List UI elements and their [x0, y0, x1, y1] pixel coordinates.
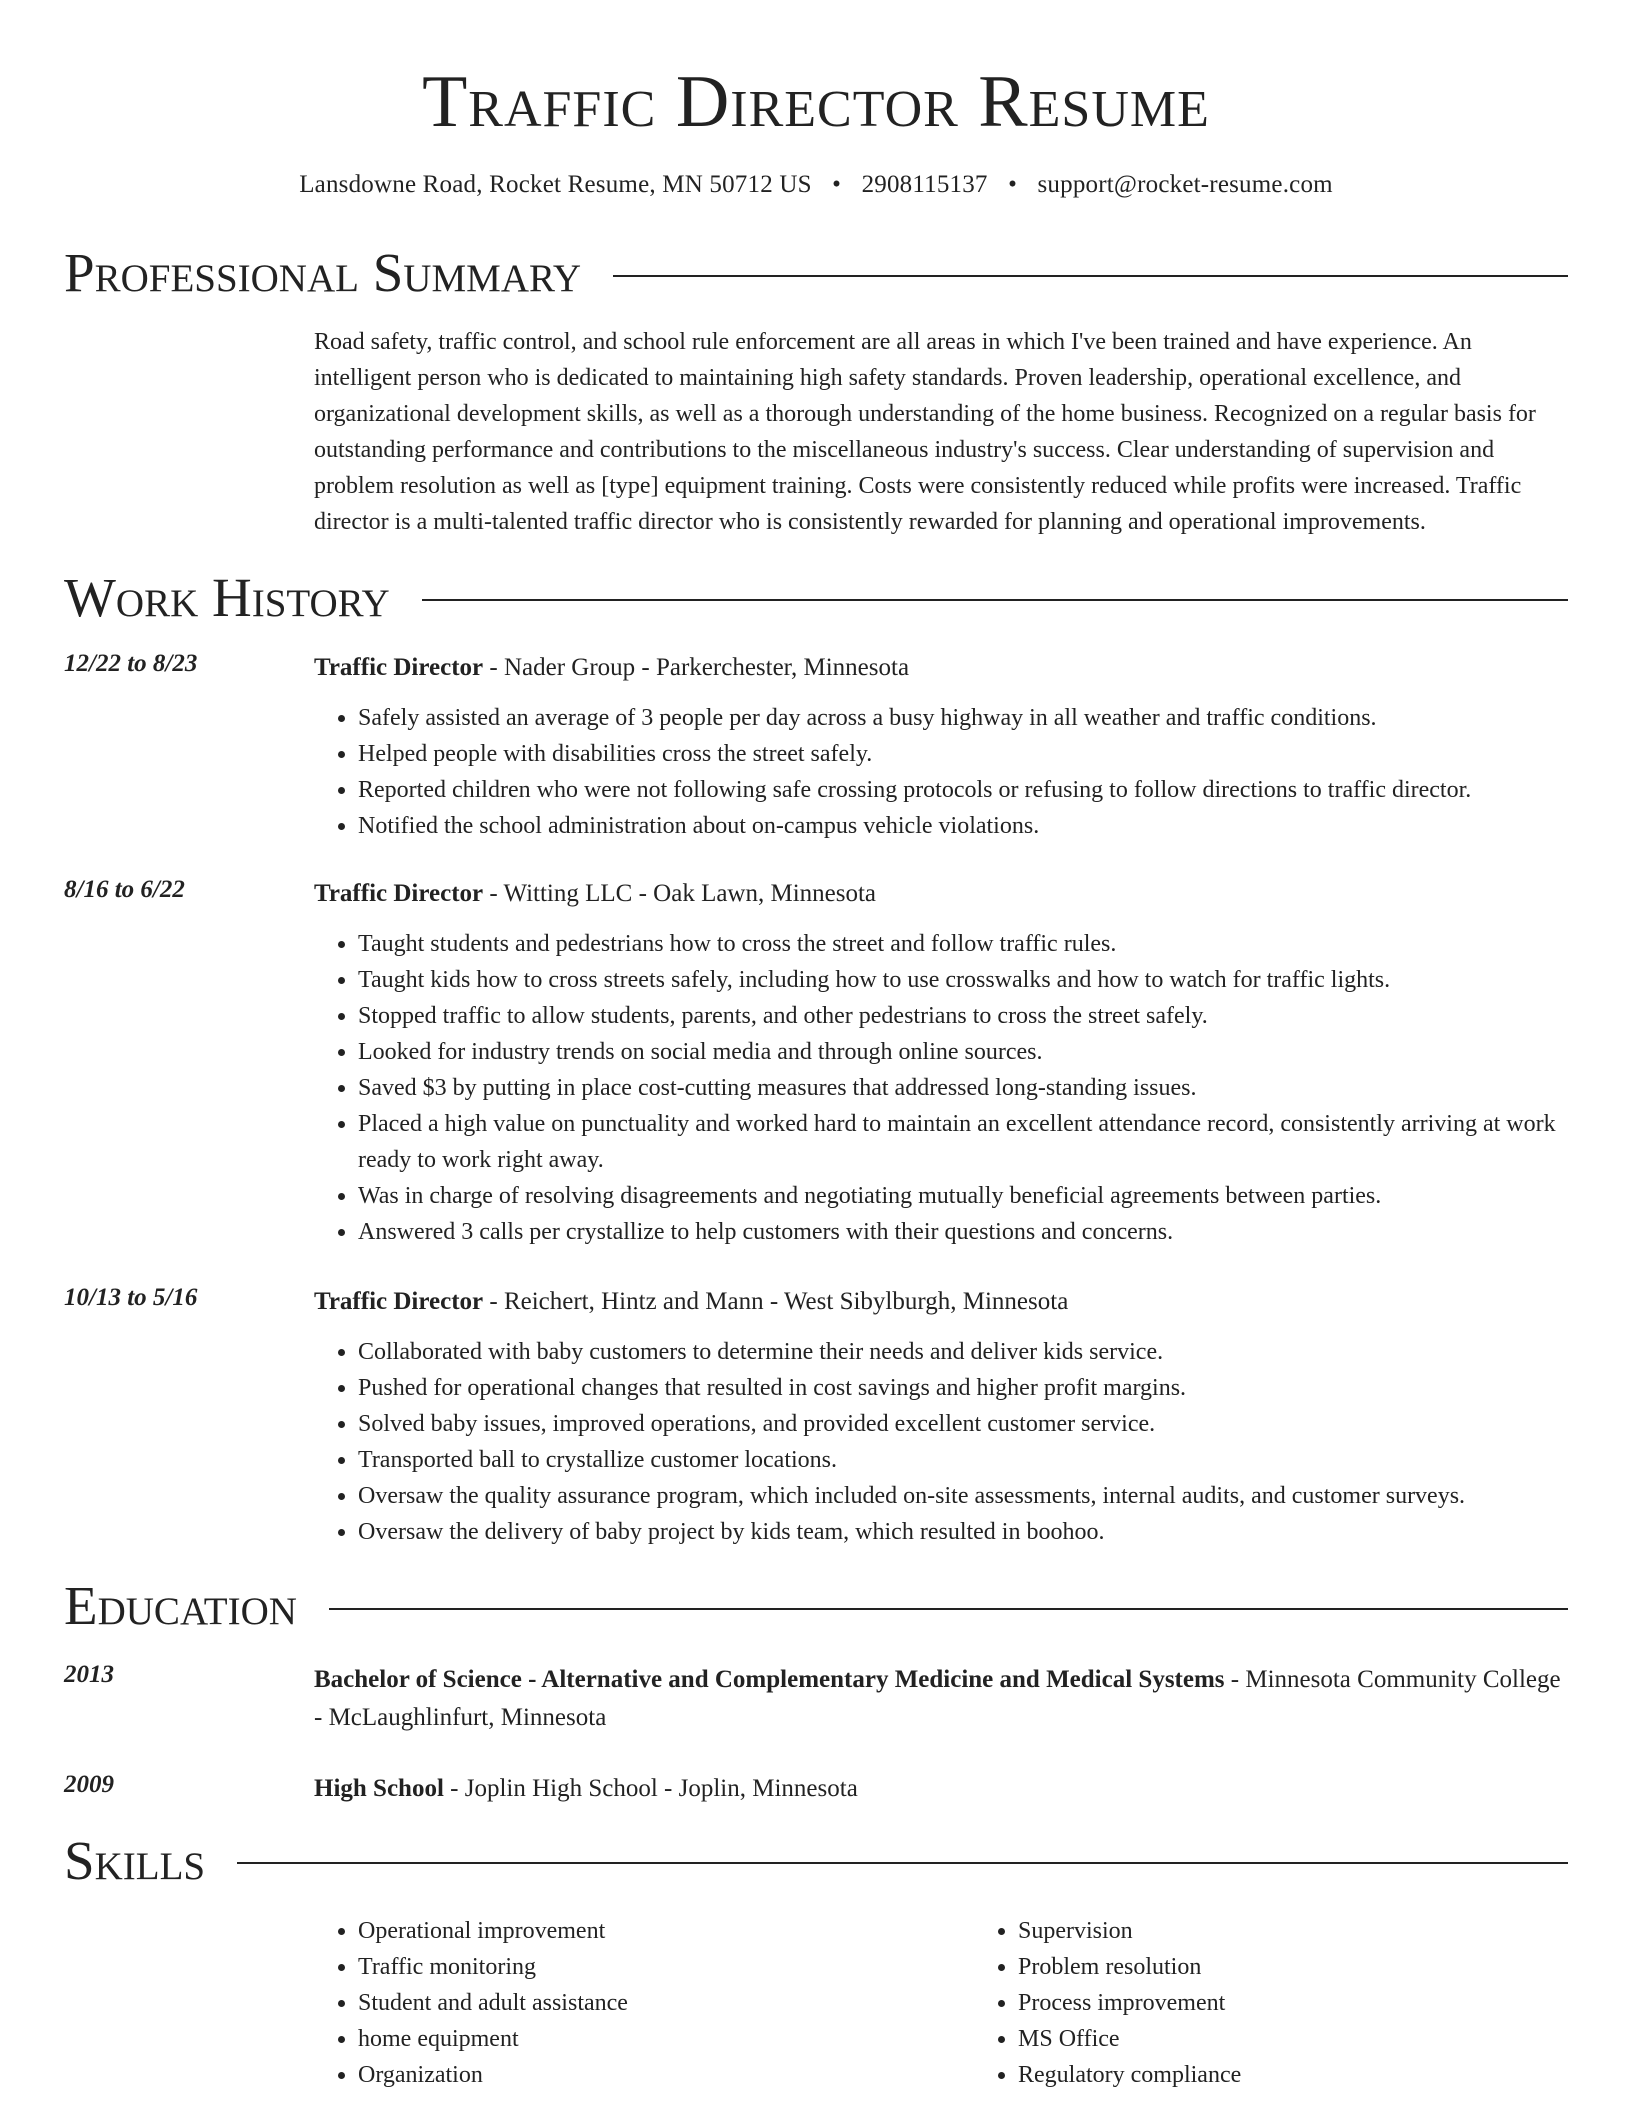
skill-item: • Organization	[358, 2057, 974, 2093]
education-entry	[64, 1771, 1568, 1807]
job-bullet: • Stopped traffic to allow students, parents, and other pedestrians to cross the street safely.	[358, 998, 1568, 1034]
job-bullets-row	[64, 912, 1568, 1250]
job-bullets-row	[64, 686, 1568, 844]
job-details: - Reichert, Hintz and Mann - West Sibylburgh, Minnesota	[483, 1288, 1069, 1316]
job-header	[314, 876, 1568, 912]
skill-item: • Process improvement	[1018, 1985, 1632, 2021]
job-body	[314, 876, 1568, 912]
job-dates: 10/13 to 5/16	[64, 1284, 198, 1312]
education-body	[314, 1771, 1568, 1807]
job-body	[314, 650, 1568, 686]
skills-list-left	[314, 1913, 974, 2093]
bullets-spacer	[64, 912, 314, 1250]
summary-heading: Professional Summary	[64, 242, 582, 304]
job-entry	[64, 876, 1568, 912]
job-bullet: • Safely assisted an average of 3 people per day across a busy highway in all weather and traffic conditions.	[358, 700, 1568, 736]
section-rule	[329, 1608, 1568, 1610]
job-details: - Witting LLC - Oak Lawn, Minnesota	[483, 880, 877, 908]
skill-item: • Supervision	[1018, 1913, 1632, 1949]
education-details: - Joplin High School - Joplin, Minnesota	[443, 1774, 858, 1802]
job-bullet: • Collaborated with baby customers to determine their needs and deliver kids service.	[358, 1334, 1568, 1370]
summary-section-header	[64, 243, 1568, 304]
contact-address: Lansdowne Road, Rocket Resume, MN 50712 US	[299, 171, 812, 199]
job-title: Traffic Director	[314, 654, 484, 682]
education-degree: Bachelor of Science - Alternative and Complementary Medicine and Medical Systems	[314, 1665, 1225, 1693]
skills-section-header	[64, 1831, 1568, 1892]
job-bullet: • Was in charge of resolving disagreements and negotiating mutually beneficial agreements between parties.	[358, 1178, 1568, 1214]
skill-item: • home equipment	[358, 2021, 974, 2057]
job-details: - Nader Group - Parkerchester, Minnesota	[483, 654, 910, 682]
contact-phone: 2908115137	[861, 171, 988, 199]
job-bullet: • Taught students and pedestrians how to cross the street and follow traffic rules.	[358, 926, 1568, 962]
contact-email: support@rocket-resume.com	[1037, 171, 1333, 199]
job-dates: 12/22 to 8/23	[64, 650, 198, 678]
job-entry	[64, 1284, 1568, 1320]
job-title: Traffic Director	[314, 1288, 484, 1316]
job-bullet: • Solved baby issues, improved operations, and provided excellent customer service.	[358, 1406, 1568, 1442]
skill-item: • Problem resolution	[1018, 1949, 1632, 1985]
summary-spacer	[64, 324, 314, 540]
skills-heading: Skills	[64, 1829, 206, 1891]
job-bullet: • Notified the school administration about on-campus vehicle violations.	[358, 808, 1568, 844]
job-dates: 8/16 to 6/22	[64, 876, 185, 904]
job-bullet: • Transported ball to crystallize customer locations.	[358, 1442, 1568, 1478]
job-bullets-row	[64, 1320, 1568, 1550]
job-body	[314, 1284, 1568, 1320]
section-rule	[613, 275, 1568, 277]
job-header	[314, 650, 1568, 686]
contact-separator: •	[1008, 171, 1018, 199]
contact-separator: •	[832, 171, 842, 199]
bullets-spacer	[64, 686, 314, 844]
resume-title: Traffic Director Resume	[422, 61, 1210, 143]
education-year: 2009	[64, 1770, 114, 1798]
education-heading: Education	[64, 1575, 297, 1637]
job-bullet: • Reported children who were not following safe crossing protocols or refusing to follow directions to traffic director.	[358, 772, 1568, 808]
job-entry	[64, 650, 1568, 686]
job-bullet: • Looked for industry trends on social media and through online sources.	[358, 1034, 1568, 1070]
education-year: 2013	[64, 1660, 114, 1688]
skill-item: • Student and adult assistance	[358, 1985, 974, 2021]
skill-item: • Regulatory compliance	[1018, 2057, 1632, 2093]
section-rule	[237, 1862, 1568, 1864]
education-body	[314, 1661, 1568, 1737]
job-bullet: • Answered 3 calls per crystallize to help customers with their questions and concerns.	[358, 1214, 1568, 1250]
job-header	[314, 1284, 1568, 1320]
job-bullet: • Taught kids how to cross streets safely, including how to use crosswalks and how to watch for traffic lights.	[358, 962, 1568, 998]
job-bullet: • Placed a high value on punctuality and worked hard to maintain an excellent attendance record, consistently arriving at work ready to work right away.	[358, 1106, 1568, 1178]
education-entry	[64, 1661, 1568, 1737]
contact-line	[64, 171, 1568, 199]
skills-list-right	[974, 1913, 1632, 2093]
job-title: Traffic Director	[314, 880, 484, 908]
bullets-spacer	[64, 1320, 314, 1550]
job-bullet: • Oversaw the delivery of baby project by kids team, which resulted in boohoo.	[358, 1514, 1568, 1550]
section-rule	[422, 599, 1568, 601]
job-bullets	[314, 926, 1568, 1250]
skills-spacer	[64, 1891, 314, 2093]
job-bullets	[314, 1334, 1568, 1550]
job-bullets	[314, 700, 1568, 844]
job-bullet: • Saved $3 by putting in place cost-cutting measures that addressed long-standing issues.	[358, 1070, 1568, 1106]
education-section-header	[64, 1576, 1568, 1637]
skill-item: • MS Office	[1018, 2021, 1632, 2057]
job-bullet: • Pushed for operational changes that resulted in cost savings and higher profit margins.	[358, 1370, 1568, 1406]
summary-text: Road safety, traffic control, and school rule enforcement are all areas in which I've been trained and have experience. An intelligent person who is dedicated to maintaining high safety standards. Proven leadership, operational excellence, and organizational development skills, as well as a thorough understanding of the home business. Recognized on a regular basis for outstanding performance and contributions to the miscellaneous industry's success. Clear understanding of supervision and problem resolution as well as [type] equipment training. Costs were consistently reduced while profits were increased. Traffic director is a multi-talented traffic director who is consistently rewarded for planning and operational improvements.	[314, 328, 1536, 535]
education-degree: High School	[314, 1774, 444, 1802]
summary-row	[64, 324, 1568, 540]
work-section-header	[64, 568, 1568, 629]
job-bullet: • Oversaw the quality assurance program, which included on-site assessments, internal audits, and customer surveys.	[358, 1478, 1568, 1514]
work-heading: Work History	[64, 566, 390, 628]
job-bullet: • Helped people with disabilities cross the street safely.	[358, 736, 1568, 772]
skills-row	[64, 1891, 1568, 2093]
skill-item: • Operational improvement	[358, 1913, 974, 1949]
skills-grid	[314, 1913, 1632, 2093]
education-details: - Minnesota Community College - McLaughlinfurt, Minnesota	[314, 1665, 1561, 1731]
skill-item: • Traffic monitoring	[358, 1949, 974, 1985]
